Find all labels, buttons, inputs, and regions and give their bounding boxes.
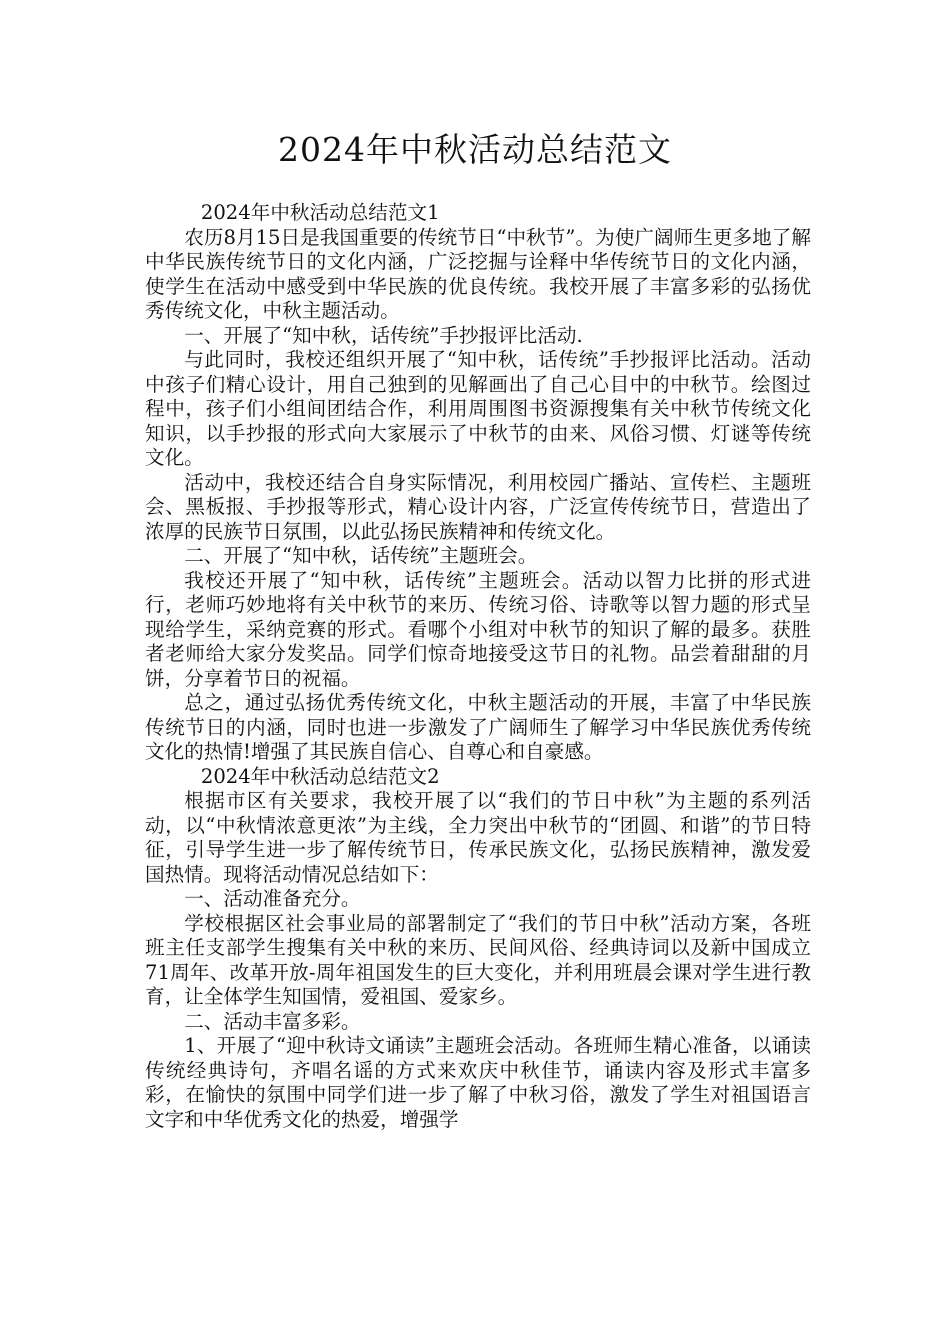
- paragraph: 二、活动丰富多彩。: [184, 1009, 361, 1033]
- paragraph: 我校还开展了“知中秋，话传统”主题班会。活动以智力比拼的形式进行，老师巧妙地将有关中秋节的来历、传统习俗、诗歌等以智力题的形式呈现给学生，采纳竞赛的形式。看哪个小组对中秋节的知识了解的最多。获胜者老师给大家分发奖品。同学们惊奇地接受这节日的礼物。品尝着甜甜的月饼，分享着节日的祝福。: [145, 568, 811, 690]
- section-heading: 2024年中秋活动总结范文1: [200, 201, 440, 224]
- section-heading: 2024年中秋活动总结范文2: [200, 764, 440, 788]
- paragraph: 农历8月15日是我国重要的传统节日“中秋节”。为使广阔师生更多地了解中华民族传统节日的文化内涵，广泛挖掘与诠释中华传统节日的文化内涵，使学生在活动中感受到中华民族的优良传统。我校开展了丰富多彩的弘扬优秀传统文化，中秋主题活动。: [145, 225, 811, 322]
- document-title: 2024年中秋活动总结范文: [278, 130, 672, 169]
- paragraph: 总之，通过弘扬优秀传统文化，中秋主题活动的开展，丰富了中华民族传统节日的内涵，同时也进一步激发了广阔师生了解学习中华民族优秀传统文化的热情!增强了其民族自信心、自尊心和自豪感。: [145, 691, 811, 763]
- paragraph: 根据市区有关要求，我校开展了以“我们的节日中秋”为主题的系列活动，以“中秋情浓意更浓”为主线，全力突出中秋节的“团圆、和谐”的节日特征，引导学生进一步了解传统节日，传承民族文化，弘扬民族精神，激发爱国热情。现将活动情况总结如下：: [145, 789, 811, 886]
- paragraph: 学校根据区社会事业局的部署制定了“我们的节日中秋”活动方案，各班班主任支部学生搜集有关中秋的来历、民间风俗、经典诗词以及新中国成立71周年、改革开放-周年祖国发生的巨大变化，并利用班晨会课对学生进行教育，让全体学生知国情，爱祖国、爱家乡。: [145, 911, 811, 1008]
- paragraph: 一、活动准备充分。: [184, 887, 361, 910]
- paragraph: 活动中，我校还结合自身实际情况，利用校园广播站、宣传栏、主题班会、黑板报、手抄报等形式，精心设计内容，广泛宣传传统节日，营造出了浓厚的民族节日氛围，以此弘扬民族精神和传统文化。: [145, 470, 811, 543]
- paragraph: 一、开展了“知中秋，话传统”手抄报评比活动.: [184, 323, 583, 347]
- paragraph: 二、开展了“知中秋，话传统”主题班会。: [184, 544, 538, 567]
- paragraph: 1、开展了“迎中秋诗文诵读”主题班会活动。各班师生精心准备，以诵读传统经典诗句，齐唱名谣的方式来欢庆中秋佳节，诵读内容及形式丰富多彩，在愉快的氛围中同学们进一步了解了中秋习俗，激发了学生对祖国语言文字和中华优秀文化的热爱，增强学: [145, 1034, 811, 1131]
- paragraph: 与此同时，我校还组织开展了“知中秋，话传统”手抄报评比活动。活动中孩子们精心设计，用自己独到的见解画出了自己心目中的中秋节。绘图过程中，孩子们小组间团结合作，利用周围图书资源搜集有关中秋节传统文化知识，以手抄报的形式向大家展示了中秋节的由来、风俗习惯、灯谜等传统文化。: [145, 348, 811, 469]
- document-body: [145, 201, 811, 1132]
